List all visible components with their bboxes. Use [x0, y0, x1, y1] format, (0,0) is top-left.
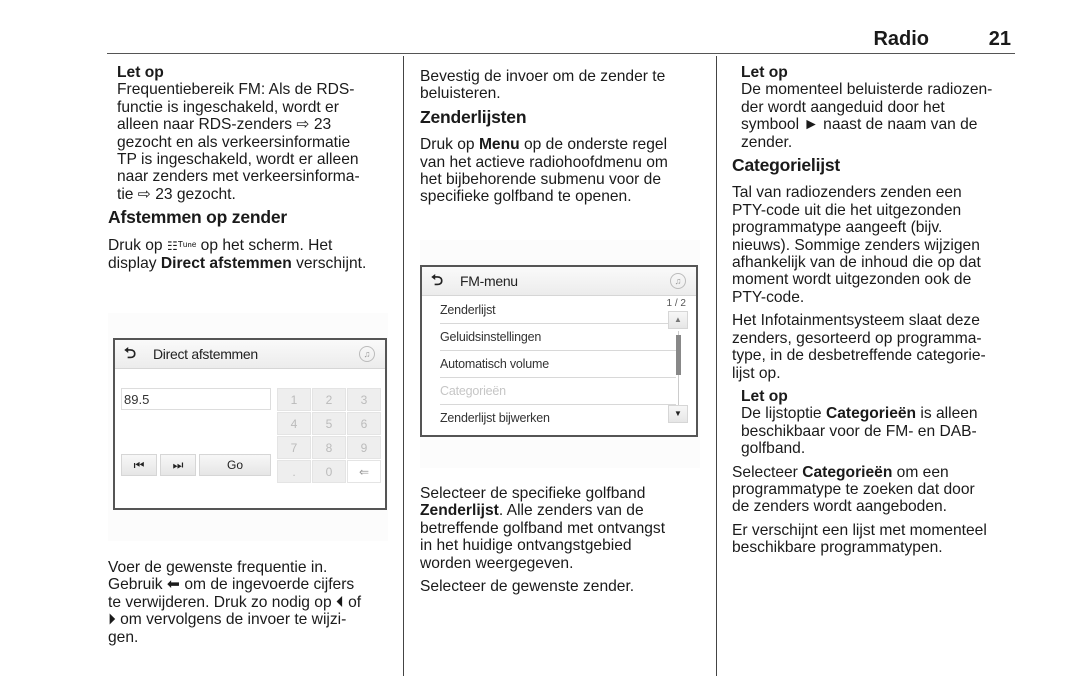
text-line: golfband. — [741, 440, 806, 458]
tune-icon: ☷ᵀᵘⁿᵉ — [166, 238, 197, 253]
skip-back-icon: ⏮ — [133, 458, 145, 472]
text-line: de zenders wordt aangeboden. — [732, 498, 948, 516]
paragraph — [420, 68, 712, 103]
section-heading: Categorielijst — [732, 155, 841, 176]
note-box — [741, 388, 1016, 458]
text-line: afhankelijk van de inhoud die op dat — [732, 254, 981, 272]
text: Druk op — [420, 136, 479, 154]
menu-item-geluidsinstellingen[interactable]: Geluidsinstellingen — [440, 324, 676, 351]
text-line: naar zenders met verkeersinforma- — [117, 168, 360, 186]
menu-item-zenderlijst[interactable]: Zenderlijst — [440, 297, 676, 324]
text-line: symbool ► naast de naam van de — [741, 116, 978, 134]
key-2[interactable]: 2 — [312, 388, 346, 411]
bold-term: Menu — [478, 136, 520, 154]
back-icon[interactable]: ⮌ — [430, 272, 443, 289]
fm-menu-screen — [420, 265, 698, 437]
text-line: tie ⇨ 23 gezocht. — [117, 185, 236, 203]
text: . Alle zenders van de — [498, 502, 644, 520]
key-3[interactable]: 3 — [347, 388, 381, 411]
paragraph: Selecteer de gewenste zender. — [420, 578, 635, 596]
text: op de onderste regel — [519, 136, 668, 154]
text-line: Gebruik ⬅ om de ingevoerde cijfers — [108, 576, 355, 594]
paragraph — [732, 522, 1016, 557]
text-line: beluisteren. — [420, 85, 501, 103]
music-icon[interactable]: ♫ — [670, 273, 686, 289]
text-line: het bijbehorende submenu voor de — [420, 171, 662, 189]
text-line: nieuws). Sommige zenders wijzigen — [732, 236, 980, 254]
text: display — [108, 255, 161, 273]
go-button[interactable]: Go — [199, 454, 271, 476]
text-line: PTY-code. — [732, 288, 805, 306]
text: De lijstoptie — [741, 405, 826, 423]
backspace-key[interactable]: ⇐ — [347, 460, 381, 483]
direct-tune-screen — [113, 338, 387, 510]
text-line: in het huidige ontvangstgebied — [420, 537, 632, 555]
section-heading: Afstemmen op zender — [108, 207, 288, 228]
text-line: van het actieve radiohoofdmenu om — [420, 153, 668, 171]
text-line: PTY-code uit die het uitgezonden — [732, 201, 962, 219]
note-title: Let op — [741, 64, 788, 81]
text-line: functie is ingeschakeld, wordt er — [117, 98, 339, 116]
text-line: Er verschijnt een lijst met momenteel — [732, 521, 987, 539]
text: verschijnt. — [291, 255, 367, 273]
key-8[interactable]: 8 — [312, 436, 346, 459]
text-line: Frequentiebereik FM: Als de RDS- — [117, 81, 355, 99]
bold-term: Categorieën — [802, 463, 893, 481]
frequency-input[interactable]: 89.5 — [121, 388, 271, 410]
scroll-down-button[interactable]: ▼ — [668, 405, 688, 423]
prev-button[interactable] — [121, 454, 157, 476]
page-number: 21 — [988, 28, 1011, 50]
back-icon[interactable]: ⮌ — [123, 345, 136, 362]
text-line: ⏵ om vervolgens de invoer te wijzi- — [108, 611, 347, 629]
text-line: Het Infotainmentsysteem slaat deze — [732, 312, 980, 330]
key-dot[interactable]: . — [277, 460, 311, 483]
column-3 — [732, 64, 1016, 563]
note-title: Let op — [117, 64, 164, 81]
key-0[interactable]: 0 — [312, 460, 346, 483]
text-line: moment wordt uitgezonden ook de — [732, 271, 972, 289]
screen-title: FM-menu — [460, 273, 518, 289]
key-9[interactable]: 9 — [347, 436, 381, 459]
skip-forward-icon: ⏭ — [172, 458, 184, 472]
text-line: alleen naar RDS-zenders ⇨ 23 — [117, 116, 332, 134]
column-divider — [716, 56, 717, 676]
note-title: Let op — [741, 387, 788, 405]
text-line: specifieke golfband te openen. — [420, 188, 632, 206]
text-line: lijst op. — [732, 364, 781, 382]
note-box — [117, 64, 400, 203]
text: Selecteer — [732, 463, 803, 481]
text: Druk op — [108, 236, 167, 254]
key-6[interactable]: 6 — [347, 412, 381, 435]
screen-header — [422, 267, 696, 296]
text-line: beschikbare programmatypen. — [732, 539, 943, 557]
key-4[interactable]: 4 — [277, 412, 311, 435]
text-line: worden weergegeven. — [420, 554, 574, 572]
paragraph — [420, 485, 712, 572]
paragraph — [732, 312, 1016, 382]
text-line: TP is ingeschakeld, wordt er alleen — [117, 151, 359, 169]
text-line: betreffende golfband met ontvangst — [420, 519, 666, 537]
text: om een — [892, 463, 949, 481]
column-1 — [108, 64, 400, 278]
key-1[interactable]: 1 — [277, 388, 311, 411]
music-icon[interactable]: ♫ — [359, 346, 375, 362]
screen-title: Direct afstemmen — [153, 346, 258, 362]
paragraph — [108, 559, 404, 646]
page-header — [107, 28, 1013, 52]
text-line: zenders, gesorteerd op programma- — [732, 329, 982, 347]
text-line: beschikbaar voor de FM- en DAB- — [741, 422, 977, 440]
column-1-bottom — [108, 559, 404, 652]
scrollbar-thumb[interactable] — [676, 335, 681, 375]
text-line: gen. — [108, 628, 139, 646]
text-line: zender. — [741, 133, 793, 151]
text-line: De momenteel beluisterde radiozen- — [741, 81, 993, 99]
text-line: Voer de gewenste frequentie in. — [108, 559, 328, 576]
menu-item-zenderlijst-bijwerken[interactable]: Zenderlijst bijwerken — [440, 411, 550, 425]
header-rule — [107, 53, 1015, 54]
column-2-bottom — [420, 485, 712, 601]
text: op het scherm. Het — [196, 236, 333, 254]
column-2 — [420, 68, 712, 212]
text-line: programmatype te zoeken dat door — [732, 480, 975, 498]
menu-item-automatisch-volume[interactable]: Automatisch volume — [440, 351, 676, 378]
text-line: Selecteer de specifieke golfband — [420, 485, 646, 502]
scroll-up-button[interactable]: ▲ — [668, 311, 688, 329]
paragraph — [108, 237, 400, 273]
bold-term: Direct afstemmen — [160, 255, 292, 273]
text-line: type, in de desbetreffende categorie- — [732, 347, 986, 365]
page-indicator: 1 / 2 — [666, 298, 686, 309]
menu-item-categorieen: Categorieën — [440, 378, 676, 405]
text-line: gezocht en als verkeersinformatie — [117, 133, 351, 151]
bold-term: Categorieën — [825, 405, 917, 423]
text-line: te verwijderen. Druk zo nodig op ⏴ of — [108, 593, 362, 611]
paragraph — [732, 464, 1016, 516]
section-title: Radio — [873, 28, 929, 50]
key-7[interactable]: 7 — [277, 436, 311, 459]
next-button[interactable] — [160, 454, 196, 476]
note-box — [741, 64, 1016, 151]
text-line: programmatype aangeeft (bijv. — [732, 219, 943, 237]
paragraph — [732, 184, 1016, 306]
screen-header — [115, 340, 385, 369]
paragraph — [420, 136, 712, 206]
key-5[interactable]: 5 — [312, 412, 346, 435]
text-line: Tal van radiozenders zenden een — [732, 184, 962, 202]
text: is alleen — [916, 405, 978, 423]
bold-term: Zenderlijst — [420, 502, 499, 520]
text-line: Bevestig de invoer om de zender te — [420, 68, 666, 85]
section-heading: Zenderlijsten — [420, 106, 527, 127]
text-line: der wordt aangeduid door het — [741, 98, 945, 116]
